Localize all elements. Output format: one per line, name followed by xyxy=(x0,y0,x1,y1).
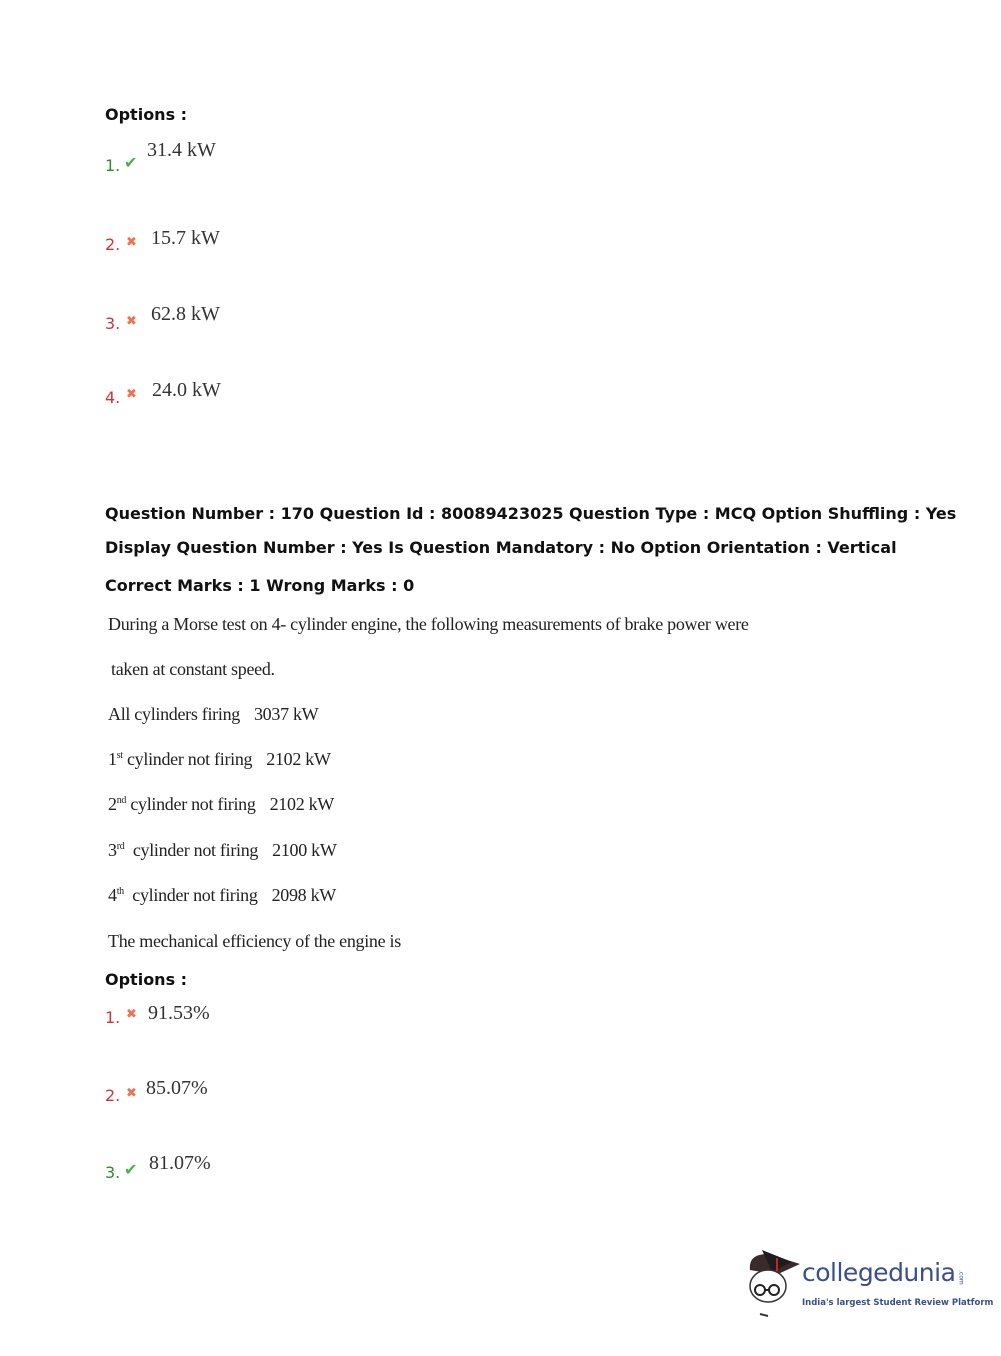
option-value: 91.53% xyxy=(148,1002,210,1024)
mascot-icon xyxy=(742,1248,802,1320)
option-number: 1. xyxy=(105,156,121,175)
row-ordinal-suffix: nd xyxy=(116,795,127,806)
cross-icon: ✖ xyxy=(126,387,137,402)
question-text: During a Morse test on 4- cylinder engine, the following measurements of brake power were xyxy=(108,614,749,634)
row-ordinal: 2 xyxy=(108,794,117,814)
check-icon: ✔ xyxy=(124,153,138,172)
question-text: taken at constant speed. xyxy=(111,659,275,679)
question-marks: Correct Marks : 1 Wrong Marks : 0 xyxy=(105,576,415,595)
options-label: Options : xyxy=(105,105,188,124)
row-value: 3037 kW xyxy=(253,704,319,724)
measurement-row xyxy=(108,840,337,861)
options-label: Options : xyxy=(105,970,188,989)
option-value: 15.7 kW xyxy=(151,227,220,249)
option-value: 24.0 kW xyxy=(152,379,221,401)
row-label: cylinder not firing xyxy=(132,840,259,860)
option-value: 62.8 kW xyxy=(151,303,220,325)
row-label: cylinder not firing xyxy=(132,885,258,905)
measurement-row xyxy=(108,704,318,725)
row-value: 2102 kW xyxy=(266,749,331,769)
row-label-group xyxy=(108,794,256,815)
cross-icon: ✖ xyxy=(126,1007,137,1022)
cross-icon: ✖ xyxy=(126,235,137,250)
measurement-row xyxy=(108,749,331,770)
question-text: The mechanical efficiency of the engine is xyxy=(108,931,401,951)
check-icon: ✔ xyxy=(124,1160,138,1179)
brand-name: collegedunia xyxy=(802,1258,956,1287)
option-number: 2. xyxy=(105,1086,121,1105)
option-number: 1. xyxy=(105,1008,121,1027)
option-number: 3. xyxy=(105,1163,121,1182)
row-label: All cylinders firing xyxy=(108,704,240,724)
row-label-group xyxy=(108,840,258,861)
cross-icon: ✖ xyxy=(126,1086,137,1101)
row-label-group xyxy=(108,749,252,770)
brand-wordmark xyxy=(802,1258,964,1287)
measurement-row xyxy=(108,885,336,906)
row-ordinal: 4 xyxy=(108,885,117,905)
question-meta-line-1: Question Number : 170 Question Id : 80089423025 Question Type : MCQ Option Shuffling : Yes xyxy=(105,504,957,523)
question-meta-line-2: Display Question Number : Yes Is Question Mandatory : No Option Orientation : Vertical xyxy=(105,538,897,557)
row-label: cylinder not firing xyxy=(130,794,256,814)
row-value: 2100 kW xyxy=(272,840,337,860)
option-value: 31.4 kW xyxy=(147,139,216,161)
option-value: 81.07% xyxy=(149,1152,211,1174)
cross-icon: ✖ xyxy=(126,314,137,329)
row-value: 2102 kW xyxy=(269,794,334,814)
option-number: 2. xyxy=(105,235,121,254)
option-number: 3. xyxy=(105,314,121,333)
row-ordinal-suffix: th xyxy=(116,886,124,897)
measurement-row xyxy=(108,794,334,815)
collegedunia-logo xyxy=(742,1248,992,1320)
row-label: cylinder not firing xyxy=(126,749,253,769)
row-ordinal: 3 xyxy=(108,840,117,860)
option-number: 4. xyxy=(105,388,121,407)
row-label-group xyxy=(108,885,258,906)
brand-tagline: India's largest Student Review Platform xyxy=(802,1298,994,1308)
row-ordinal: 1 xyxy=(108,749,117,769)
option-value: 85.07% xyxy=(146,1077,208,1099)
row-ordinal-suffix: rd xyxy=(116,841,125,852)
row-ordinal-suffix: st xyxy=(116,750,123,761)
brand-tld: .com xyxy=(957,1270,965,1285)
row-value: 2098 kW xyxy=(271,885,336,905)
